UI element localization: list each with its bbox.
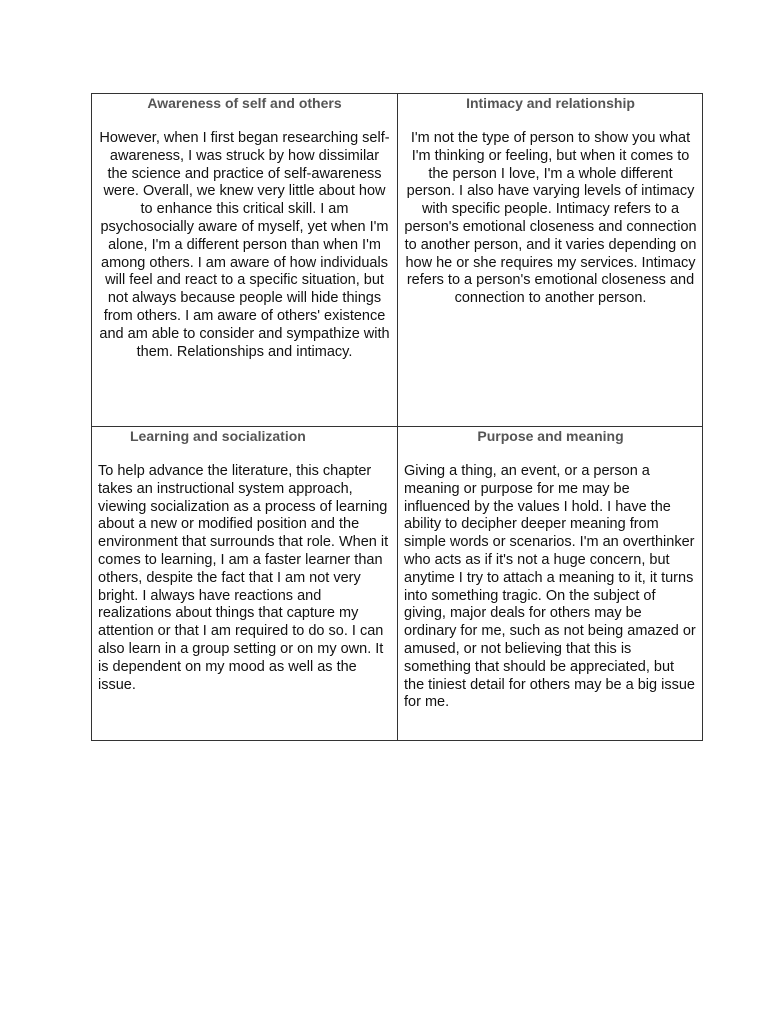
cell-intimacy: [398, 94, 703, 427]
cell-heading: Intimacy and relationship: [466, 95, 635, 111]
reflection-table: [91, 93, 703, 741]
cell-text: Giving a thing, an event, or a person a meaning or purpose for me may be influenced by the values I hold. I have the ability to decipher deeper meaning from simple words or scenarios. I'm an overthinker who acts as if it's not a huge concern, but anytime I try to attach a meaning to it, it turns into something tragic. On the subject of giving, major deals for others may be ordinary for me, such as not being amazed or amused, or not believing that this is something that should be appreciated, but the tiniest detail for others may be a big issue for me.: [404, 463, 696, 711]
cell-heading: Learning and socialization: [130, 428, 306, 444]
cell-learning: [92, 427, 398, 740]
cell-heading: Awareness of self and others: [147, 95, 342, 111]
cell-text: I'm not the type of person to show you what I'm thinking or feeling, but when it comes to the person I love, I'm a whole different person. I also have varying levels of intimacy with specific people. Intimacy refers to a person's emotional closeness and connection to another person, and it varies depending on how he or she requires my services. Intimacy refers to a person's emotional closeness and connection to another person.: [404, 130, 697, 307]
cell-text: To help advance the literature, this chapter takes an instructional system approach, viewing socialization as a process of learning about a new or modified position and the environment that surrounds that role. When it comes to learning, I am a faster learner than others, despite the fact that I am not very bright. I always have reactions and realizations about things that capture my attention or that I am required to do so. I can also learn in a group setting or on my own. It is dependent on my mood as well as the issue.: [98, 463, 389, 693]
cell-text: However, when I first began researching self-awareness, I was struck by how dissimilar the science and practice of self-awareness were. Overall, we knew very little about how to enhance this critical skill. I am psychosocially aware of myself, yet when I'm alone, I'm a different person than when I'm among others. I am aware of how individuals will feel and react to a specific situation, but not always because people will hide things from others. I am aware of others' existence and am able to consider and sympathize with them. Relationships and intimacy.: [99, 130, 390, 360]
cell-purpose: [398, 427, 703, 740]
cell-heading: Purpose and meaning: [477, 428, 624, 444]
cell-awareness: [92, 94, 398, 427]
